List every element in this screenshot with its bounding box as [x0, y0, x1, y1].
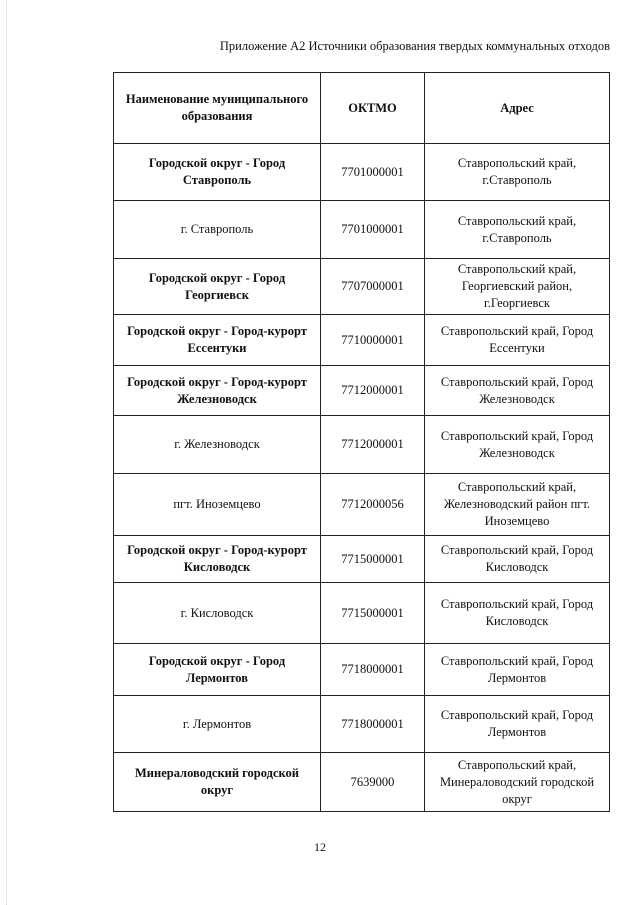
municipality-cell: Городской округ - Город-курорт Кисловодск — [114, 536, 321, 583]
municipality-cell: пгт. Иноземцево — [114, 474, 321, 536]
table-row — [114, 315, 610, 366]
oktmo-cell: 7707000001 — [321, 259, 425, 315]
municipality-cell: Городской округ - Город Ставрополь — [114, 144, 321, 201]
oktmo-cell: 7718000001 — [321, 696, 425, 753]
table-row — [114, 144, 610, 201]
address-cell: Ставропольский край, Город Лермонтов — [425, 696, 610, 753]
address-cell: Ставропольский край, г.Ставрополь — [425, 201, 610, 259]
table-row — [114, 696, 610, 753]
address-cell: Ставропольский край, Георгиевский район, г.Георгиевск — [425, 259, 610, 315]
table-row — [114, 753, 610, 812]
page-number: 12 — [314, 840, 326, 854]
oktmo-cell: 7639000 — [321, 753, 425, 812]
address-cell: Ставропольский край, Минераловодский городской округ — [425, 753, 610, 812]
column-header-name: Наименование муниципального образования — [114, 73, 321, 144]
table-row — [114, 259, 610, 315]
address-cell: Ставропольский край, Город Железноводск — [425, 366, 610, 416]
oktmo-cell: 7712000056 — [321, 474, 425, 536]
address-cell: Ставропольский край, Город Ессентуки — [425, 315, 610, 366]
municipality-cell: Городской округ - Город Георгиевск — [114, 259, 321, 315]
column-header-address: Адрес — [425, 73, 610, 144]
oktmo-cell: 7718000001 — [321, 644, 425, 696]
column-header-oktmo: ОКТМО — [321, 73, 425, 144]
table-row — [114, 201, 610, 259]
municipality-cell: г. Лермонтов — [114, 696, 321, 753]
address-cell: Ставропольский край, г.Ставрополь — [425, 144, 610, 201]
table-row — [114, 583, 610, 644]
address-cell: Ставропольский край, Город Железноводск — [425, 416, 610, 474]
municipality-cell: Минераловодский городской округ — [114, 753, 321, 812]
municipality-cell: Городской округ - Город-курорт Ессентуки — [114, 315, 321, 366]
table-body — [114, 144, 610, 812]
address-cell: Ставропольский край, Город Кисловодск — [425, 583, 610, 644]
municipality-cell: г. Железноводск — [114, 416, 321, 474]
address-cell: Ставропольский край, Город Лермонтов — [425, 644, 610, 696]
waste-sources-table — [113, 72, 610, 812]
table-row — [114, 644, 610, 696]
oktmo-cell: 7715000001 — [321, 536, 425, 583]
oktmo-cell: 7701000001 — [321, 201, 425, 259]
oktmo-cell: 7712000001 — [321, 366, 425, 416]
oktmo-cell: 7715000001 — [321, 583, 425, 644]
table-row — [114, 416, 610, 474]
oktmo-cell: 7701000001 — [321, 144, 425, 201]
table-row — [114, 536, 610, 583]
table-row — [114, 366, 610, 416]
oktmo-cell: 7710000001 — [321, 315, 425, 366]
address-cell: Ставропольский край, Город Кисловодск — [425, 536, 610, 583]
municipality-cell: Городской округ - Город Лермонтов — [114, 644, 321, 696]
oktmo-cell: 7712000001 — [321, 416, 425, 474]
scan-margin-line — [6, 0, 7, 905]
table-header-row — [114, 73, 610, 144]
municipality-cell: г. Ставрополь — [114, 201, 321, 259]
table-row — [114, 474, 610, 536]
municipality-cell: Городской округ - Город-курорт Железноводск — [114, 366, 321, 416]
address-cell: Ставропольский край, Железноводский район пгт. Иноземцево — [425, 474, 610, 536]
municipality-cell: г. Кисловодск — [114, 583, 321, 644]
page-title: Приложение А2 Источники образования твердых коммунальных отходов — [219, 39, 610, 53]
